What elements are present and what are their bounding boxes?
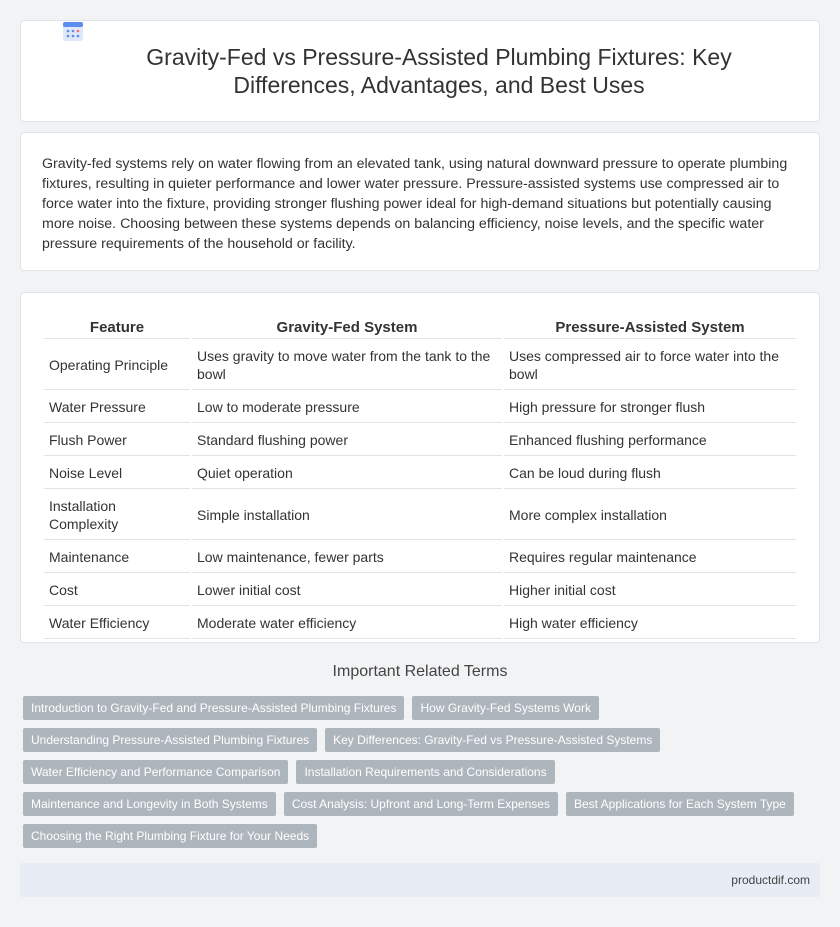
feature-cell: Operating Principle bbox=[44, 341, 190, 390]
term-tag[interactable]: Installation Requirements and Considerations bbox=[296, 760, 554, 784]
table-row bbox=[44, 608, 796, 639]
intro-card bbox=[20, 132, 820, 271]
pressure-cell: Can be loud during flush bbox=[504, 458, 796, 489]
header-pressure-assisted: Pressure-Assisted System bbox=[504, 315, 796, 339]
feature-cell: Installation Complexity bbox=[44, 491, 190, 540]
pressure-cell: High water efficiency bbox=[504, 608, 796, 639]
header-gravity-fed: Gravity-Fed System bbox=[192, 315, 502, 339]
pressure-cell: Uses compressed air to force water into the bowl bbox=[504, 341, 796, 390]
feature-cell: Flush Power bbox=[44, 425, 190, 456]
table-row bbox=[44, 392, 796, 423]
intro-paragraph: Gravity-fed systems rely on water flowing from an elevated tank, using natural downward pressure to operate plumbing fixtures, resulting in quieter performance and lower water pressure. Pressure-assisted systems use compressed air to force water into the fixture, providing stronger flushing power ideal for high-demand situations but potentially causing more noise. Choosing between these systems depends on balancing efficiency, noise levels, and the specific water pressure requirements of the household or facility. bbox=[42, 156, 788, 252]
footer-site-link[interactable]: productdif.com bbox=[731, 873, 810, 887]
comparison-table bbox=[42, 313, 798, 641]
table-row bbox=[44, 575, 796, 606]
gravity-cell: Standard flushing power bbox=[192, 425, 502, 456]
calendar-grid-icon bbox=[61, 19, 85, 43]
table-row bbox=[44, 425, 796, 456]
pressure-cell: More complex installation bbox=[504, 491, 796, 540]
related-terms-list bbox=[23, 696, 823, 856]
related-terms-heading: Important Related Terms bbox=[332, 663, 508, 680]
feature-cell: Water Pressure bbox=[44, 392, 190, 423]
comparison-table-card bbox=[20, 292, 820, 643]
pressure-cell: Higher initial cost bbox=[504, 575, 796, 606]
table-row bbox=[44, 542, 796, 573]
term-tag[interactable]: Water Efficiency and Performance Comparison bbox=[23, 760, 288, 784]
term-tag[interactable]: Cost Analysis: Upfront and Long-Term Expenses bbox=[284, 792, 558, 816]
gravity-cell: Quiet operation bbox=[192, 458, 502, 489]
gravity-cell: Uses gravity to move water from the tank to the bowl bbox=[192, 341, 502, 390]
table-header-row bbox=[44, 315, 796, 339]
footer bbox=[20, 863, 820, 897]
gravity-cell: Low maintenance, fewer parts bbox=[192, 542, 502, 573]
gravity-cell: Moderate water efficiency bbox=[192, 608, 502, 639]
feature-cell: Cost bbox=[44, 575, 190, 606]
header-feature: Feature bbox=[44, 315, 190, 339]
term-tag[interactable]: Key Differences: Gravity-Fed vs Pressure-Assisted Systems bbox=[325, 728, 660, 752]
table-row bbox=[44, 491, 796, 540]
term-tag[interactable]: Best Applications for Each System Type bbox=[566, 792, 794, 816]
gravity-cell: Low to moderate pressure bbox=[192, 392, 502, 423]
feature-cell: Water Efficiency bbox=[44, 608, 190, 639]
gravity-cell: Lower initial cost bbox=[192, 575, 502, 606]
feature-cell: Noise Level bbox=[44, 458, 190, 489]
term-tag[interactable]: Introduction to Gravity-Fed and Pressure-Assisted Plumbing Fixtures bbox=[23, 696, 404, 720]
table-row bbox=[44, 341, 796, 390]
feature-cell: Maintenance bbox=[44, 542, 190, 573]
term-tag[interactable]: Choosing the Right Plumbing Fixture for Your Needs bbox=[23, 824, 317, 848]
header-card bbox=[20, 20, 820, 122]
title-wrap bbox=[61, 43, 779, 99]
term-tag[interactable]: Maintenance and Longevity in Both Systems bbox=[23, 792, 276, 816]
gravity-cell: Simple installation bbox=[192, 491, 502, 540]
page-title: Gravity-Fed vs Pressure-Assisted Plumbing Fixtures: Key Differences, Advantages, and Best Uses bbox=[146, 44, 732, 98]
table-row bbox=[44, 458, 796, 489]
pressure-cell: High pressure for stronger flush bbox=[504, 392, 796, 423]
pressure-cell: Enhanced flushing performance bbox=[504, 425, 796, 456]
term-tag[interactable]: How Gravity-Fed Systems Work bbox=[412, 696, 598, 720]
term-tag[interactable]: Understanding Pressure-Assisted Plumbing Fixtures bbox=[23, 728, 317, 752]
pressure-cell: Requires regular maintenance bbox=[504, 542, 796, 573]
